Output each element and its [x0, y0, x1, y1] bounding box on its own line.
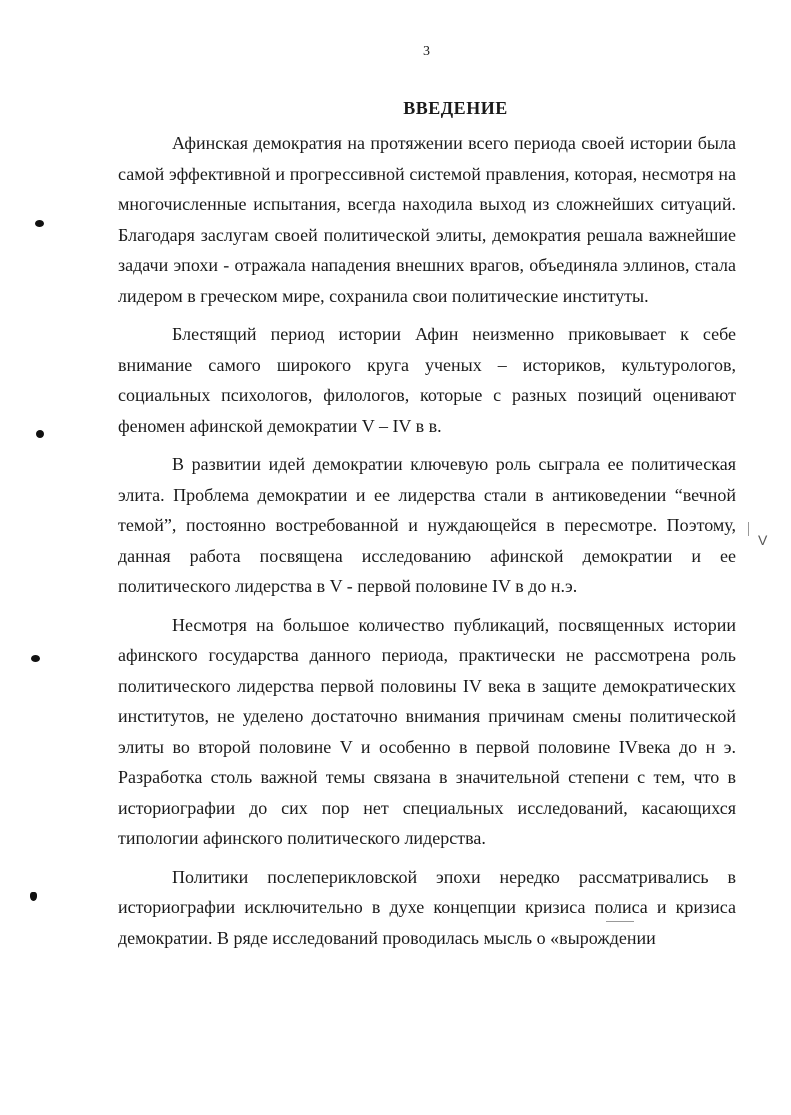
page-number: 3	[423, 44, 430, 59]
page-title: ВВЕДЕНИЕ	[403, 98, 508, 118]
body-text	[118, 128, 736, 953]
binding-hole-mark	[35, 220, 44, 227]
paragraph-3: В развитии идей демократии ключевую роль сыграла ее политическая элита. Проблема демократии и ее лидерства стали в антиковедении “вечной темой”, постоянно востребованной и нуждающейся в пересмотре. Поэтому, данная работа посвящена исследованию афинской демократии и ее политического лидерства в V - первой половине IV в до н.э.	[118, 454, 736, 596]
binding-hole-mark	[36, 430, 44, 438]
paragraph-5: Политики послеперикловской эпохи нередко рассматривались в историографии исключительно в духе концепции кризиса полиса и кризиса демократии. В ряде исследований проводилась мысль о «вырождении	[118, 866, 736, 948]
binding-hole-mark	[30, 892, 37, 901]
paragraph-1: Афинская демократия на протяжении всего периода своей истории была самой эффективной и прогрессивной системой правления, которая, несмотря на многочисленные испытания, всегда находила выход из сложнейших ситуаций. Благодаря заслугам своей политической элиты, демократия решала важнейшие задачи эпохи - отражала нападения внешних врагов, объединяла эллинов, стала лидером в греческом мире, сохранила свои политические институты.	[118, 133, 736, 306]
margin-note: V	[758, 532, 768, 548]
scan-artifact-line	[606, 921, 634, 922]
binding-hole-mark	[31, 655, 40, 662]
paragraph-4: Несмотря на большое количество публикаций, посвященных истории афинского государства данного периода, практически не рассмотрена роль политического лидерства первой половины IV века в защите демократических институтов, не уделено достаточно внимания причинам смены политической элиты во второй половине V и особенно в первой половине IVвека до н э. Разработка столь важной темы связана в значительной степени с тем, что в историографии до сих пор нет специальных исследований, касающихся типологии афинского политического лидерства.	[118, 614, 736, 848]
margin-tick-mark	[748, 522, 749, 536]
paragraph-2: Блестящий период истории Афин неизменно приковывает к себе внимание самого широкого круга ученых – историков, культурологов, социальных психологов, филологов, которые с разных позиций оценивают феномен афинской демократии V – IV в в.	[118, 324, 736, 436]
